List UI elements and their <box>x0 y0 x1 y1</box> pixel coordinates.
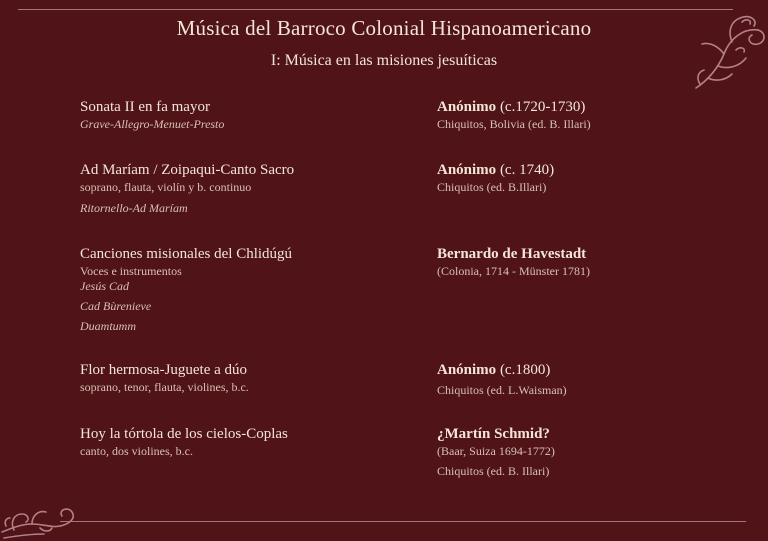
piece-title: Canciones misionales del Chlidúgú <box>80 246 293 262</box>
instrumentation: Voces e instrumentos <box>80 264 182 278</box>
source: Chiquitos, Bolivia (ed. B. Illari) <box>437 117 591 131</box>
bottom-divider <box>60 521 746 522</box>
source: Chiquitos (ed. L.Waisman) <box>437 383 567 397</box>
instrumentation: soprano, flauta, violín y b. continuo <box>80 180 252 194</box>
piece-title: Flor hermosa-Juguete a dúo <box>80 362 248 378</box>
instrumentation: soprano, tenor, flauta, violines, b.c. <box>80 380 249 394</box>
composer-2 <box>437 160 737 195</box>
piece-4 <box>80 360 410 395</box>
piece-2 <box>80 160 410 216</box>
source: Chiquitos (ed. B.Illari) <box>437 180 547 194</box>
source: Chiquitos (ed. B. Illari) <box>437 464 550 478</box>
composer-dates: (Colonia, 1714 - Münster 1781) <box>437 264 590 278</box>
composer-name: Anónimo (c.1800) <box>437 362 551 378</box>
piece-title: Ad Maríam / Zoipaqui-Canto Sacro <box>80 162 295 178</box>
composer-dates: (Baar, Suiza 1694-1772) <box>437 444 555 458</box>
composer-name: Bernardo de Havestadt <box>437 246 587 262</box>
page-subtitle: I: Música en las misiones jesuíticas <box>270 52 498 69</box>
instrumentation: canto, dos violines, b.c. <box>80 444 193 458</box>
composer-name: Anónimo (c. 1740) <box>437 162 555 178</box>
movements: Ritornello-Ad Maríam <box>80 201 188 215</box>
movements: Grave-Allegro-Menuet-Presto <box>80 117 225 131</box>
piece-1 <box>80 97 410 132</box>
baroque-scroll-icon <box>0 498 80 541</box>
top-divider <box>18 9 733 10</box>
composer-4 <box>437 360 737 398</box>
piece-title: Hoy la tórtola de los cielos-Coplas <box>80 426 288 442</box>
composer-name: ¿Martín Schmid? <box>437 426 550 442</box>
composer-name: Anónimo (c.1720-1730) <box>437 99 586 115</box>
song-title: Jesús Cad <box>80 279 129 293</box>
piece-3 <box>80 244 410 334</box>
composer-5 <box>437 424 737 479</box>
page-title: Música del Barroco Colonial Hispanoamericano <box>176 16 592 40</box>
song-title: Cad Bùrenieve <box>80 299 152 313</box>
piece-5 <box>80 424 410 459</box>
composer-1 <box>437 97 737 132</box>
song-title: Duamtumm <box>80 319 136 333</box>
piece-title: Sonata II en fa mayor <box>80 99 210 115</box>
composer-3 <box>437 244 737 279</box>
